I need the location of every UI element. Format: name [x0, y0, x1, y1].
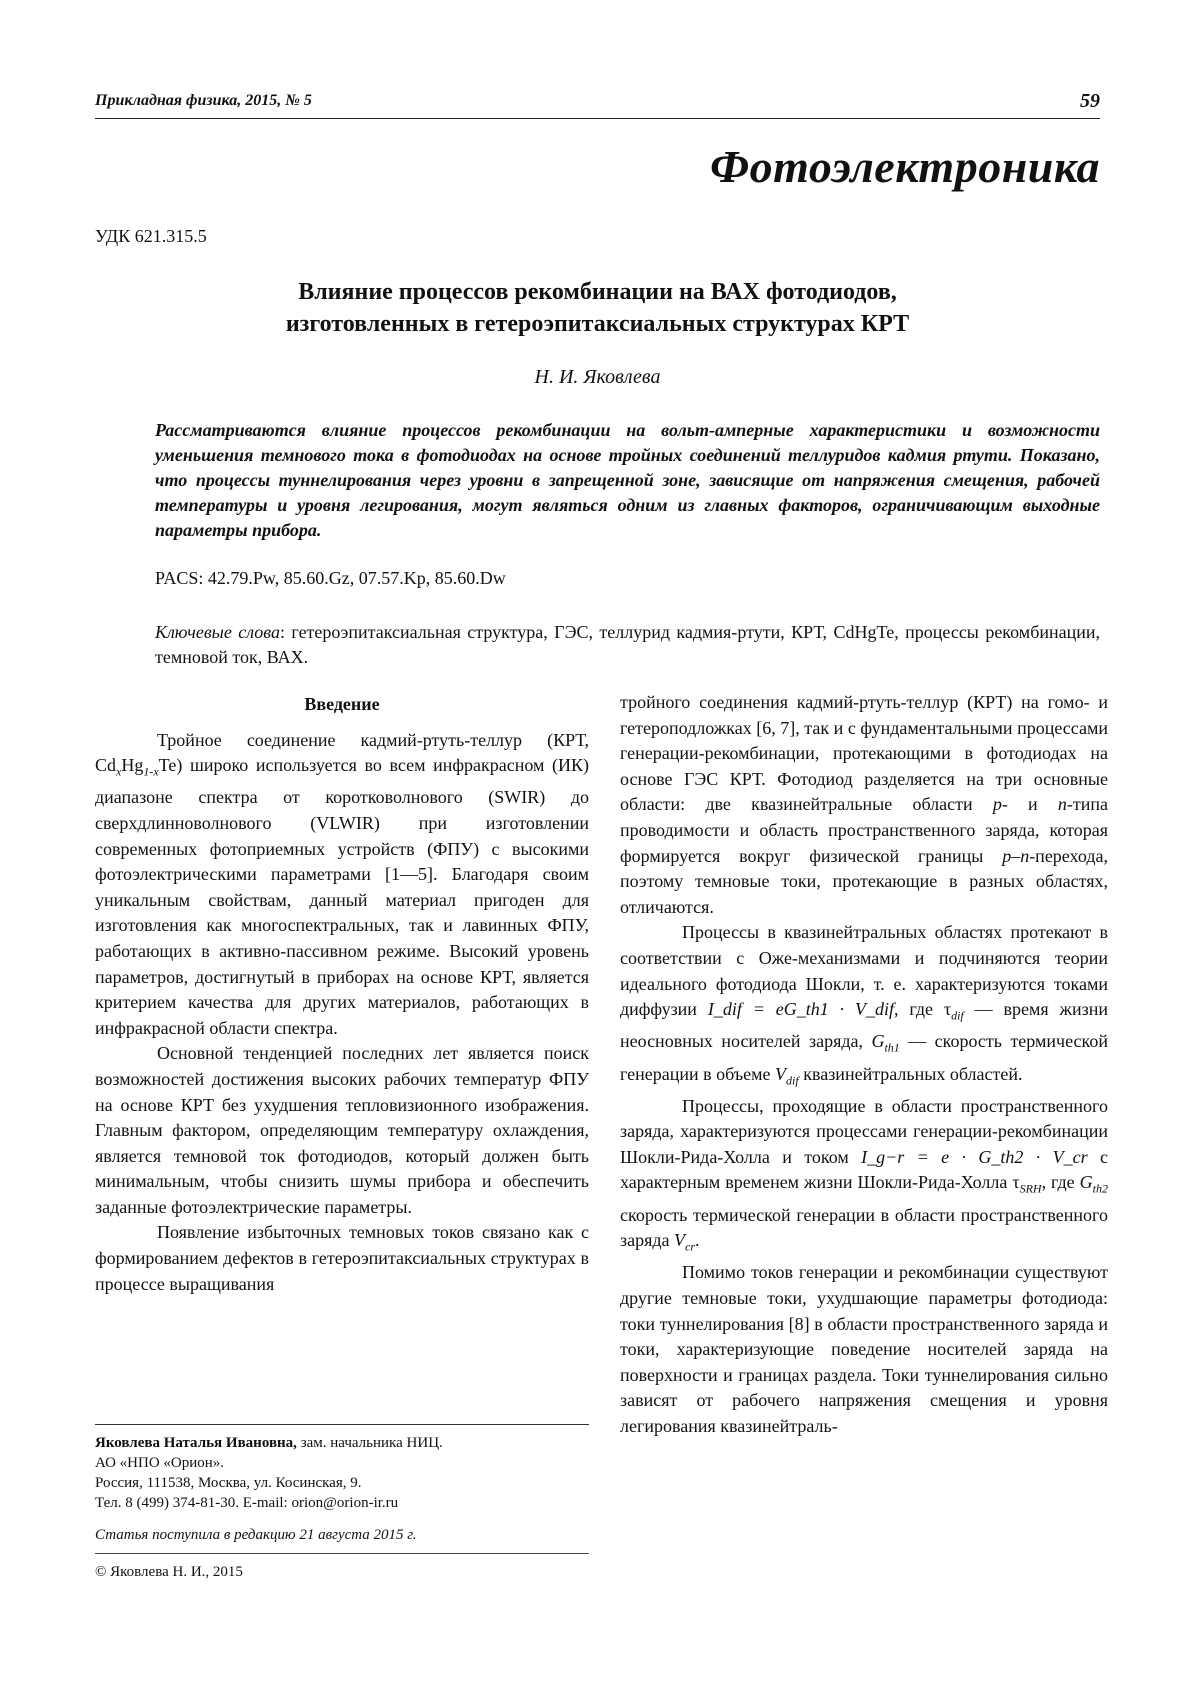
udc-code: УДК 621.315.5 [95, 226, 207, 246]
right-paragraph-2: Процессы в квазинейтральных областях протекают в соответствии с Оже-механизмами и подчиняются теории идеального фотодиода Шокли, т. е. характеризуются токами диффузии I_dif = eG_th1 · V_dif, где $\tau_{dif}$ — время жизни неосновных носителей заряда, $G_{th1}$ — скорость термической генерации в объеме $V_{dif}$ квазинейтральных областей. [620, 922, 1108, 1088]
abstract: Рассматриваются влияние процессов рекомбинации на вольт-амперные характеристики и возможности уменьшения темнового тока в фотодиодах на основе тройных соединений теллуридов кадмия ртути. Показано, что процессы туннелирования через уровни в запрещенной зоне, зависящие от напряжения смещения, рабочей температуры и уровня легирования, могут являться одним из главных факторов, ограничивающим выходные параметры прибора. [155, 420, 1100, 540]
keywords-text: : гетероэпитаксиальная структура, ГЭС, теллурид кадмия-ртути, КРТ, CdHgTe, процессы рекомбинации, темновой ток, ВАХ. [155, 622, 1101, 667]
received-date: Статья поступила в редакцию 21 августа 2015 г. [95, 1525, 589, 1554]
article-title [95, 276, 1100, 340]
equation-diffusion-current: I_dif = eG_th1 · V_dif [707, 999, 894, 1020]
title-line-2: изготовленных в гетероэпитаксиальных структурах КРТ [285, 311, 910, 337]
author-footnote [95, 1424, 589, 1582]
intro-paragraph-3: Появление избыточных темновых токов связано как с формированием дефектов в гетероэпитаксиальных структурах в процессе выращивания [95, 1222, 589, 1294]
running-head [95, 92, 1100, 119]
pacs-codes: PACS: 42.79.Pw, 85.60.Gz, 07.57.Kp, 85.60.Dw [155, 568, 506, 588]
left-column [95, 692, 589, 1297]
intro-paragraph-2: Основной тенденцией последних лет является поиск возможностей достижения высоких рабочих температур ФПУ на основе КРТ без ухудшения тепловизионного изображения. Главным фактором, определяющим температуру охлаждения, является темновой ток фотодиодов, который должен быть минимальным, чтобы снизить шумы прибора и обеспечить заданные фотоэлектрические параметры. [95, 1043, 589, 1217]
section-title: Фотоэлектроника [710, 141, 1100, 192]
intro-heading: Введение [304, 694, 380, 714]
keywords [155, 620, 1100, 670]
intro-paragraph-1: Тройное соединение кадмий-ртуть-теллур (КРТ, $Cd_xHg_{1-x}Te$) широко используется во всем инфракрасном (ИК) диапазоне спектра от коротковолнового (SWIR) до сверхдлинноволнового (VLWIR) при изготовлении современных фотоприемных устройств (ФПУ) с высокими фотоэлектрическими параметрами [1—5]. Благодаря своим уникальным свойствам, данный материал пригоден для изготовления как многоспектральных, так и лавинных ФПУ, работающих в активно-пассивном режиме. Высокий уровень параметров, достигнутый в приборах на основе КРТ, является критерием качества для других материалов, работающих в инфракрасной области спектра. [95, 729, 589, 1038]
footnote-contact: Тел. 8 (499) 374-81-30. E-mail: orion@orion-ir.ru [95, 1495, 399, 1511]
copyright: © Яковлева Н. И., 2015 [95, 1564, 243, 1580]
footnote-address: Россия, 111538, Москва, ул. Косинская, 9. [95, 1475, 362, 1491]
journal-name: Прикладная физика, 2015, № 5 [95, 92, 312, 109]
right-paragraph-4: Помимо токов генерации и рекомбинации существуют другие темновые токи, ухудшающие параметры фотодиода: токи туннелирования [8] в области пространственного заряда и токи, характеризующие поведение носителей заряда на поверхности и границах раздела. Токи туннелирования сильно зависят от рабочего напряжения смещения и уровня легирования квазинейтраль- [620, 1262, 1108, 1436]
author: Н. И. Яковлева [534, 366, 661, 388]
equation-gr-current: I_g−r = e · G_th2 · V_cr [861, 1146, 1088, 1167]
title-line-1: Влияние процессов рекомбинации на ВАХ фотодиодов, [298, 279, 897, 305]
right-paragraph-1: тройного соединения кадмий-ртуть-теллур (КРТ) на гомо- и гетероподложках [6, 7], так и с фундаментальными процессами генерации-рекомбинации, протекающими в фотодиодах на основе ГЭС КРТ. Фотодиод разделяется на три основные области: две квазинейтральные области p- и n-типа проводимости и область пространственного заряда, которая формируется вокруг физической границы p–n-перехода, поэтому темновые токи, протекающие в разных областях, отличаются. [620, 692, 1108, 917]
keywords-label: Ключевые слова [155, 622, 280, 642]
footnote-name-line: Яковлева Наталья Ивановна, зам. начальника НИЦ. [95, 1435, 443, 1451]
page-number: 59 [1080, 90, 1100, 112]
footnote-org: АО «НПО «Орион». [95, 1455, 225, 1471]
right-paragraph-3: Процессы, проходящие в области пространственного заряда, характеризуются процессами генерации-рекомбинации Шокли-Рида-Холла и током I_g−r = e · G_th2 · V_cr с характерным временем жизни Шокли-Рида-Холла $\tau_{SRH}$, где $G_{th2}$ скорость термической генерации в области пространственного заряда $V_{cr}$. [620, 1095, 1108, 1254]
right-column [620, 690, 1108, 1440]
